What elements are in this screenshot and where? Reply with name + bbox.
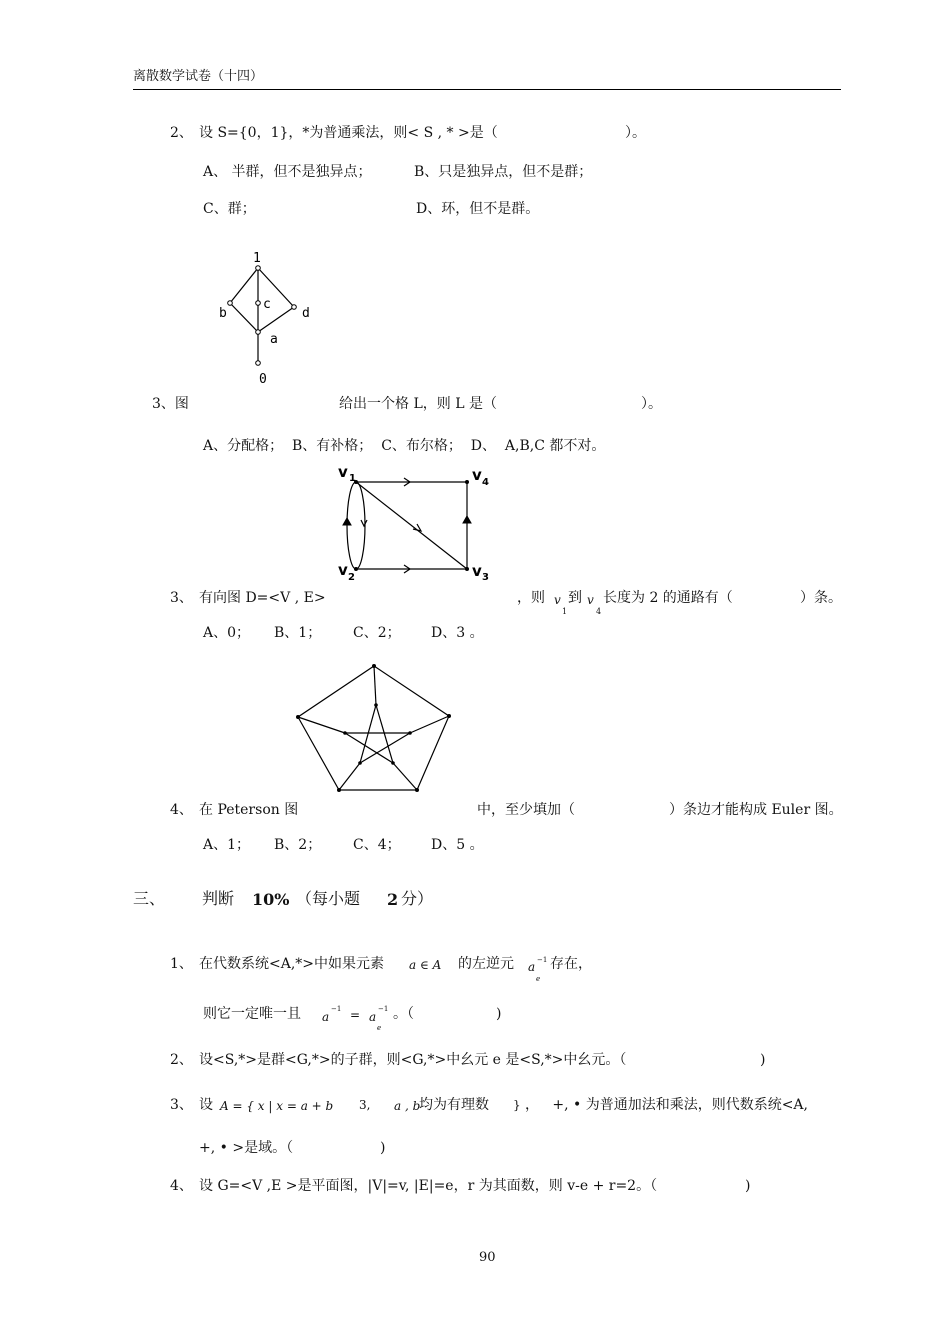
j3-line2: +, • >是域。（ (199, 1140, 294, 1156)
header-rule (133, 89, 841, 90)
inner-node-2 (408, 731, 412, 735)
q3a-stem: 给出一个格 L，则 L 是（ (339, 396, 497, 412)
q3b-var-v1-sub: 1 (562, 607, 568, 616)
q3b-close: ）条。 (800, 590, 842, 606)
j3-text-1: 设 (199, 1097, 213, 1113)
j3-brace: } (513, 1098, 521, 1112)
node-v3 (465, 567, 469, 571)
outer-node-5 (296, 715, 300, 719)
edge-b-a (230, 303, 258, 332)
arrow-v2-v1 (343, 518, 351, 525)
label-v1: v (338, 463, 348, 481)
j3-root: 3, (359, 1098, 371, 1112)
q3a-number: 3、图 (152, 396, 189, 412)
node-1 (256, 266, 261, 271)
q3b-var-v1: v (554, 593, 561, 607)
j2-number: 2、 (170, 1052, 193, 1068)
label-d: d (302, 306, 310, 321)
node-0 (256, 361, 261, 366)
j1-text-2: 的左逆元 (458, 956, 514, 972)
inner-node-5 (343, 731, 347, 735)
q3a-close: ）。 (641, 396, 662, 412)
q3b-then: ，则 (517, 590, 545, 606)
inner-node-3 (391, 761, 395, 765)
q2-close: ）。 (625, 125, 646, 141)
q3b-option-a: A、0； (203, 625, 251, 641)
node-c (256, 301, 261, 306)
j1-eq-sign: = (350, 1008, 361, 1022)
j3-set-def: A = { x | x = a + b (220, 1099, 334, 1113)
q3b-to: 到 (568, 590, 582, 606)
j3-vars: a , b (394, 1099, 421, 1113)
section3-number: 三、 (133, 889, 166, 908)
j4-close: ) (745, 1178, 751, 1194)
j1-inverse-sup: −1 (537, 956, 548, 964)
page-header: 离散数学试卷（十四） (133, 69, 264, 84)
lattice-diagram (210, 245, 320, 390)
q4-option-a: A、1； (203, 837, 251, 853)
j1-line2-text: 则它一定唯一且 (203, 1006, 301, 1022)
j3-number: 3、 (170, 1097, 193, 1113)
j1-expr: a ∈ A (409, 958, 442, 972)
j4-number: 4、 (170, 1178, 193, 1194)
outer-pentagon (298, 666, 449, 790)
q2-stem: 设 S={0，1}，*为普通乘法，则< S , * >是（ (199, 125, 498, 141)
j1-inverse: a (528, 960, 536, 974)
label-a: a (270, 332, 278, 347)
q4-option-b: B、2； (274, 837, 322, 853)
outer-node-1 (372, 664, 376, 668)
edge-1-b (230, 268, 258, 303)
j1-text-1: 在代数系统<A,*>中如果元素 (199, 956, 385, 972)
node-b (228, 301, 233, 306)
j1-text-3: 存在， (550, 956, 592, 972)
q2-option-a: A、 半群，但不是独异点； (203, 164, 372, 180)
q3b-number: 3、 (170, 590, 193, 606)
j2-close: ) (760, 1052, 766, 1068)
inner-node-1 (374, 703, 378, 707)
q2-number: 2、 (170, 125, 193, 141)
j1-line2-end: 。（ (393, 1006, 414, 1022)
j1-inverse-sub: e (536, 975, 541, 983)
inner-node-4 (358, 761, 362, 765)
q4-close: ）条边才能构成 Euler 图。 (669, 802, 843, 818)
q3b-var-v4-sub: 4 (596, 607, 602, 616)
label-v3: v (472, 562, 482, 580)
section3-note-close: 分） (401, 889, 434, 908)
petersen-graph (285, 655, 465, 800)
q4-middle: 中，至少填加（ (477, 802, 575, 818)
section3-percent: 10% (252, 890, 290, 909)
node-v4 (465, 480, 469, 484)
j1-eq-right-sup: −1 (378, 1005, 389, 1013)
q3b-var-v4: v (587, 593, 594, 607)
section3-note-num: 2 (387, 890, 399, 909)
label-c: c (263, 297, 271, 312)
inner-star (345, 705, 410, 763)
q2-option-b: B、只是独异点，但不是群； (414, 164, 593, 180)
q4-number: 4、 (170, 802, 193, 818)
section3-title: 判断 (202, 889, 235, 908)
j4-text: 设 G=<V ,E >是平面图，|V|=v, |E|=e，r 为其面数，则 v-e + r=2。（ (199, 1178, 658, 1194)
q3a-options: A、分配格； B、有补格； C、布尔格； D、 A,B,C 都不对。 (203, 438, 606, 454)
label-v2-sub: 2 (348, 572, 355, 583)
q3b-length: 长度为 2 的通路有（ (603, 590, 733, 606)
q3b-option-b: B、1； (274, 625, 322, 641)
outer-node-4 (337, 788, 341, 792)
q3b-option-c: C、2； (353, 625, 401, 641)
j2-text: 设<S,*>是群<G,*>的子群，则<G,*>中幺元 e 是<S,*>中幺元。（ (199, 1052, 627, 1068)
arrow-v1-v2 (361, 520, 367, 526)
label-v2: v (338, 561, 348, 579)
j3-close: ) (380, 1140, 386, 1156)
q4-stem: 在 Peterson 图 (199, 802, 299, 818)
outer-node-2 (447, 714, 451, 718)
j1-eq-left-sup: −1 (331, 1005, 342, 1013)
q4-option-c: C、4； (353, 837, 401, 853)
spoke-top (374, 666, 376, 705)
outer-node-3 (415, 788, 419, 792)
node-v2 (354, 567, 358, 571)
q3b-option-d: D、3 。 (431, 625, 484, 641)
digraph-diagram (330, 460, 505, 585)
label-1: 1 (253, 251, 261, 266)
q4-option-d: D、5 。 (431, 837, 484, 853)
j1-eq-right: a (369, 1010, 377, 1024)
section3-note-open: （每小题 (296, 889, 361, 908)
node-a (256, 330, 261, 335)
j1-number: 1、 (170, 956, 193, 972)
j1-close: ) (496, 1006, 502, 1022)
j3-text-2: 均为有理数 (419, 1097, 489, 1113)
arrow-v3-v4 (463, 516, 471, 523)
j3-text-3: ， +, • 为普通加法和乘法，则代数系统<A, (525, 1097, 808, 1113)
label-v1-sub: 1 (349, 473, 356, 484)
q2-option-d: D、环，但不是群。 (416, 201, 540, 217)
q3b-stem: 有向图 D=<V , E> (199, 590, 326, 606)
spoke-bottom-right (393, 763, 417, 790)
j1-eq-right-sub: e (377, 1024, 382, 1032)
label-v4: v (472, 466, 482, 484)
label-0: 0 (259, 372, 267, 387)
j1-eq-left: a (322, 1010, 330, 1024)
label-v3-sub: 3 (482, 572, 489, 583)
q2-option-c: C、群； (203, 201, 256, 217)
label-v4-sub: 4 (482, 477, 489, 488)
page-number: 90 (479, 1250, 496, 1265)
spoke-bottom-left (339, 763, 360, 790)
label-b: b (219, 306, 227, 321)
node-d (292, 305, 297, 310)
edge-v1-v3 (356, 482, 467, 569)
